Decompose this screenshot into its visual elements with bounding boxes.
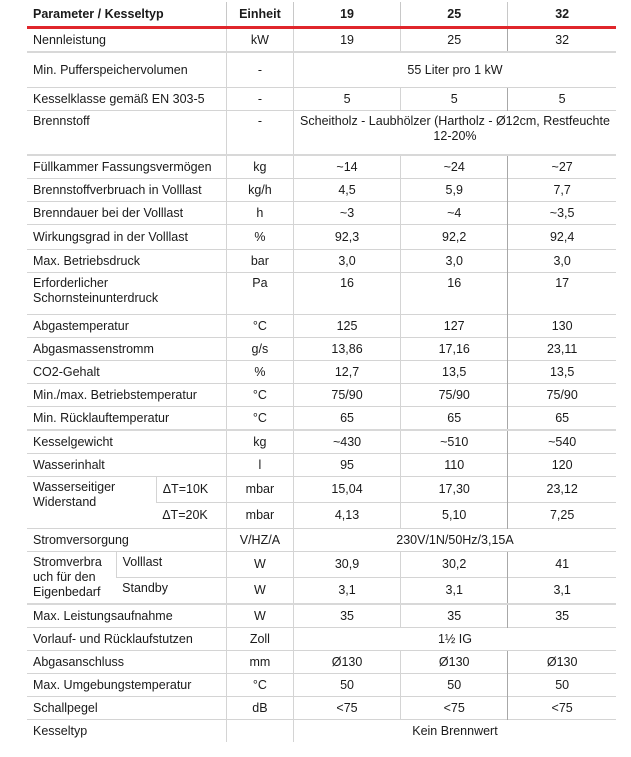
row-value-25: 50: [401, 674, 508, 697]
table-row: [27, 155, 616, 179]
row-value-25: <75: [401, 697, 508, 720]
row-value-25: 127: [401, 315, 508, 338]
row-value-19: 13,86: [293, 338, 400, 361]
row-value-19: 35: [293, 604, 400, 628]
row-value-25: 92,2: [401, 225, 508, 250]
row-value-32: 35: [508, 604, 616, 628]
row-value-19: 3,0: [293, 250, 400, 273]
table-row: [27, 225, 616, 250]
row-value-32: 23,11: [508, 338, 616, 361]
row-value-32: 23,12: [508, 477, 616, 503]
row-value-32: ~27: [508, 155, 616, 179]
row-value-32: Ø130: [508, 651, 616, 674]
row-value-all: 230V/1N/50Hz/3,15A: [293, 529, 616, 552]
table-row: [27, 674, 616, 697]
row-label: Wasserseitiger Widerstand: [27, 477, 156, 529]
row-unit: g/s: [226, 338, 293, 361]
row-value-25: 5: [401, 88, 508, 111]
row-value-25: 17,30: [401, 477, 508, 503]
row-value-19: 30,9: [293, 552, 400, 578]
row-sublabel: ΔT=20K: [156, 503, 226, 529]
row-unit: -: [226, 111, 293, 156]
row-value-25: 3,0: [401, 250, 508, 273]
row-value-19: <75: [293, 697, 400, 720]
row-value-32: <75: [508, 697, 616, 720]
row-label: Erforderlicher Schornsteinunterdruck: [27, 273, 226, 315]
row-value-19: 50: [293, 674, 400, 697]
specs-table: [27, 2, 616, 742]
header-row: [27, 2, 616, 28]
row-label: Schallpegel: [27, 697, 226, 720]
row-value-19: 19: [293, 28, 400, 53]
row-unit: -: [226, 88, 293, 111]
row-unit: °C: [226, 674, 293, 697]
row-label-line: Eigenbedarf: [33, 585, 101, 599]
row-unit: W: [226, 604, 293, 628]
row-unit: Zoll: [226, 628, 293, 651]
header-model-19: 19: [293, 2, 400, 28]
row-unit: W: [226, 552, 293, 578]
row-value-19: 75/90: [293, 384, 400, 407]
row-unit: mbar: [226, 503, 293, 529]
row-label: Füllkammer Fassungsvermögen: [27, 155, 226, 179]
row-label: Max. Leistungsaufnahme: [27, 604, 226, 628]
row-value-19: 12,7: [293, 361, 400, 384]
row-value-19: 4,5: [293, 179, 400, 202]
row-value-25: 17,16: [401, 338, 508, 361]
row-label: Min./max. Betriebstemperatur: [27, 384, 226, 407]
row-value-32: 120: [508, 454, 616, 477]
row-value-32: 7,25: [508, 503, 616, 529]
row-value-all: 1½ IG: [293, 628, 616, 651]
row-label: Abgastemperatur: [27, 315, 226, 338]
row-label: Min. Pufferspeichervolumen: [27, 52, 226, 88]
row-value-19: 65: [293, 407, 400, 431]
header-model-32: 32: [508, 2, 616, 28]
row-label-line: uch für den: [33, 570, 96, 584]
row-label: Kesselgewicht: [27, 430, 226, 454]
row-value-all: 55 Liter pro 1 kW: [293, 52, 616, 88]
row-label: Vorlauf- und Rücklaufstutzen: [27, 628, 226, 651]
row-value-19: 95: [293, 454, 400, 477]
row-value-19: ~3: [293, 202, 400, 225]
row-unit: mm: [226, 651, 293, 674]
row-unit: °C: [226, 407, 293, 431]
row-value-32: 92,4: [508, 225, 616, 250]
table-row: [27, 430, 616, 454]
row-unit: kW: [226, 28, 293, 53]
row-value-all: Kein Brennwert: [293, 720, 616, 743]
row-unit: %: [226, 361, 293, 384]
row-value-32: 3,1: [508, 578, 616, 605]
row-value-19: 15,04: [293, 477, 400, 503]
row-value-25: 65: [401, 407, 508, 431]
row-label: Abgasmassenstromm: [27, 338, 226, 361]
row-value-32: 41: [508, 552, 616, 578]
row-label: Wasserinhalt: [27, 454, 226, 477]
table-row: [27, 477, 616, 503]
table-row: [27, 454, 616, 477]
row-value-25: 3,1: [401, 578, 508, 605]
row-value-32: 5: [508, 88, 616, 111]
table-row: [27, 28, 616, 53]
row-value-19: 5: [293, 88, 400, 111]
table-row: [27, 384, 616, 407]
row-value-32: 17: [508, 273, 616, 315]
row-unit: mbar: [226, 477, 293, 503]
row-label: Nennleistung: [27, 28, 226, 53]
row-label: Brennstoffverbruach in Volllast: [27, 179, 226, 202]
table-row: [27, 604, 616, 628]
row-unit: bar: [226, 250, 293, 273]
table-row: [27, 273, 616, 315]
table-row: [27, 202, 616, 225]
row-sublabel: Standby: [116, 578, 226, 605]
row-value-25: 13,5: [401, 361, 508, 384]
row-unit: dB: [226, 697, 293, 720]
row-value-25: ~510: [401, 430, 508, 454]
row-value-32: 3,0: [508, 250, 616, 273]
table-row: [27, 720, 616, 743]
row-value-32: 130: [508, 315, 616, 338]
header-unit: Einheit: [226, 2, 293, 28]
row-value-32: ~3,5: [508, 202, 616, 225]
row-unit: °C: [226, 384, 293, 407]
table-row: [27, 179, 616, 202]
row-value-19: 16: [293, 273, 400, 315]
row-unit: kg: [226, 430, 293, 454]
row-label: Max. Betriebsdruck: [27, 250, 226, 273]
row-value-19: 4,13: [293, 503, 400, 529]
table-row: [27, 578, 616, 605]
row-value-25: 5,9: [401, 179, 508, 202]
row-label: Stromversorgung: [27, 529, 226, 552]
row-label: Max. Umgebungstemperatur: [27, 674, 226, 697]
header-model-25: 25: [401, 2, 508, 28]
table-row: [27, 250, 616, 273]
row-value-25: 35: [401, 604, 508, 628]
row-sublabel: ΔT=10K: [156, 477, 226, 503]
row-label: Brennstoff: [27, 111, 226, 156]
row-value-25: 75/90: [401, 384, 508, 407]
table-row: [27, 338, 616, 361]
row-value-19: 92,3: [293, 225, 400, 250]
row-label: Min. Rücklauftemperatur: [27, 407, 226, 431]
row-value-19: Ø130: [293, 651, 400, 674]
row-label: [27, 552, 116, 605]
row-label: Wirkungsgrad in der Volllast: [27, 225, 226, 250]
row-unit: kg/h: [226, 179, 293, 202]
row-value-32: 50: [508, 674, 616, 697]
row-value-19: 3,1: [293, 578, 400, 605]
row-value-25: 30,2: [401, 552, 508, 578]
row-value-25: 5,10: [401, 503, 508, 529]
table-row: [27, 407, 616, 431]
row-label: Kesseltyp: [27, 720, 226, 743]
row-value-25: 25: [401, 28, 508, 53]
row-sublabel: Volllast: [116, 552, 226, 578]
row-label: CO2-Gehalt: [27, 361, 226, 384]
row-value-25: Ø130: [401, 651, 508, 674]
row-unit: [226, 720, 293, 743]
table-row: [27, 697, 616, 720]
row-value-25: 16: [401, 273, 508, 315]
row-label-line: Stromverbra: [33, 555, 102, 569]
row-value-32: 13,5: [508, 361, 616, 384]
header-parameter: Parameter / Kesseltyp: [27, 2, 226, 28]
table-row: [27, 88, 616, 111]
row-unit: l: [226, 454, 293, 477]
row-value-19: ~430: [293, 430, 400, 454]
row-unit: W: [226, 578, 293, 605]
row-value-32: 7,7: [508, 179, 616, 202]
row-value-25: ~24: [401, 155, 508, 179]
row-value-25: ~4: [401, 202, 508, 225]
row-value-32: 75/90: [508, 384, 616, 407]
row-unit: %: [226, 225, 293, 250]
row-value-32: ~540: [508, 430, 616, 454]
table-row: [27, 651, 616, 674]
row-unit: kg: [226, 155, 293, 179]
row-value-32: 32: [508, 28, 616, 53]
row-unit: h: [226, 202, 293, 225]
row-unit: -: [226, 52, 293, 88]
row-value-32: 65: [508, 407, 616, 431]
row-label: Kesselklasse gemäß EN 303-5: [27, 88, 226, 111]
table-row: [27, 361, 616, 384]
table-row: [27, 552, 616, 578]
table-row: [27, 315, 616, 338]
row-label: Abgasanschluss: [27, 651, 226, 674]
row-value-19: ~14: [293, 155, 400, 179]
row-unit: V/HZ/A: [226, 529, 293, 552]
table-row: [27, 111, 616, 156]
row-value-all: Scheitholz - Laubhölzer (Hartholz - Ø12cm, Restfeuchte 12-20%: [293, 111, 616, 156]
row-unit: Pa: [226, 273, 293, 315]
table-row: [27, 529, 616, 552]
row-label: Brenndauer bei der Volllast: [27, 202, 226, 225]
row-value-19: 125: [293, 315, 400, 338]
table-row: [27, 52, 616, 88]
row-value-25: 110: [401, 454, 508, 477]
row-unit: °C: [226, 315, 293, 338]
table-row: [27, 628, 616, 651]
